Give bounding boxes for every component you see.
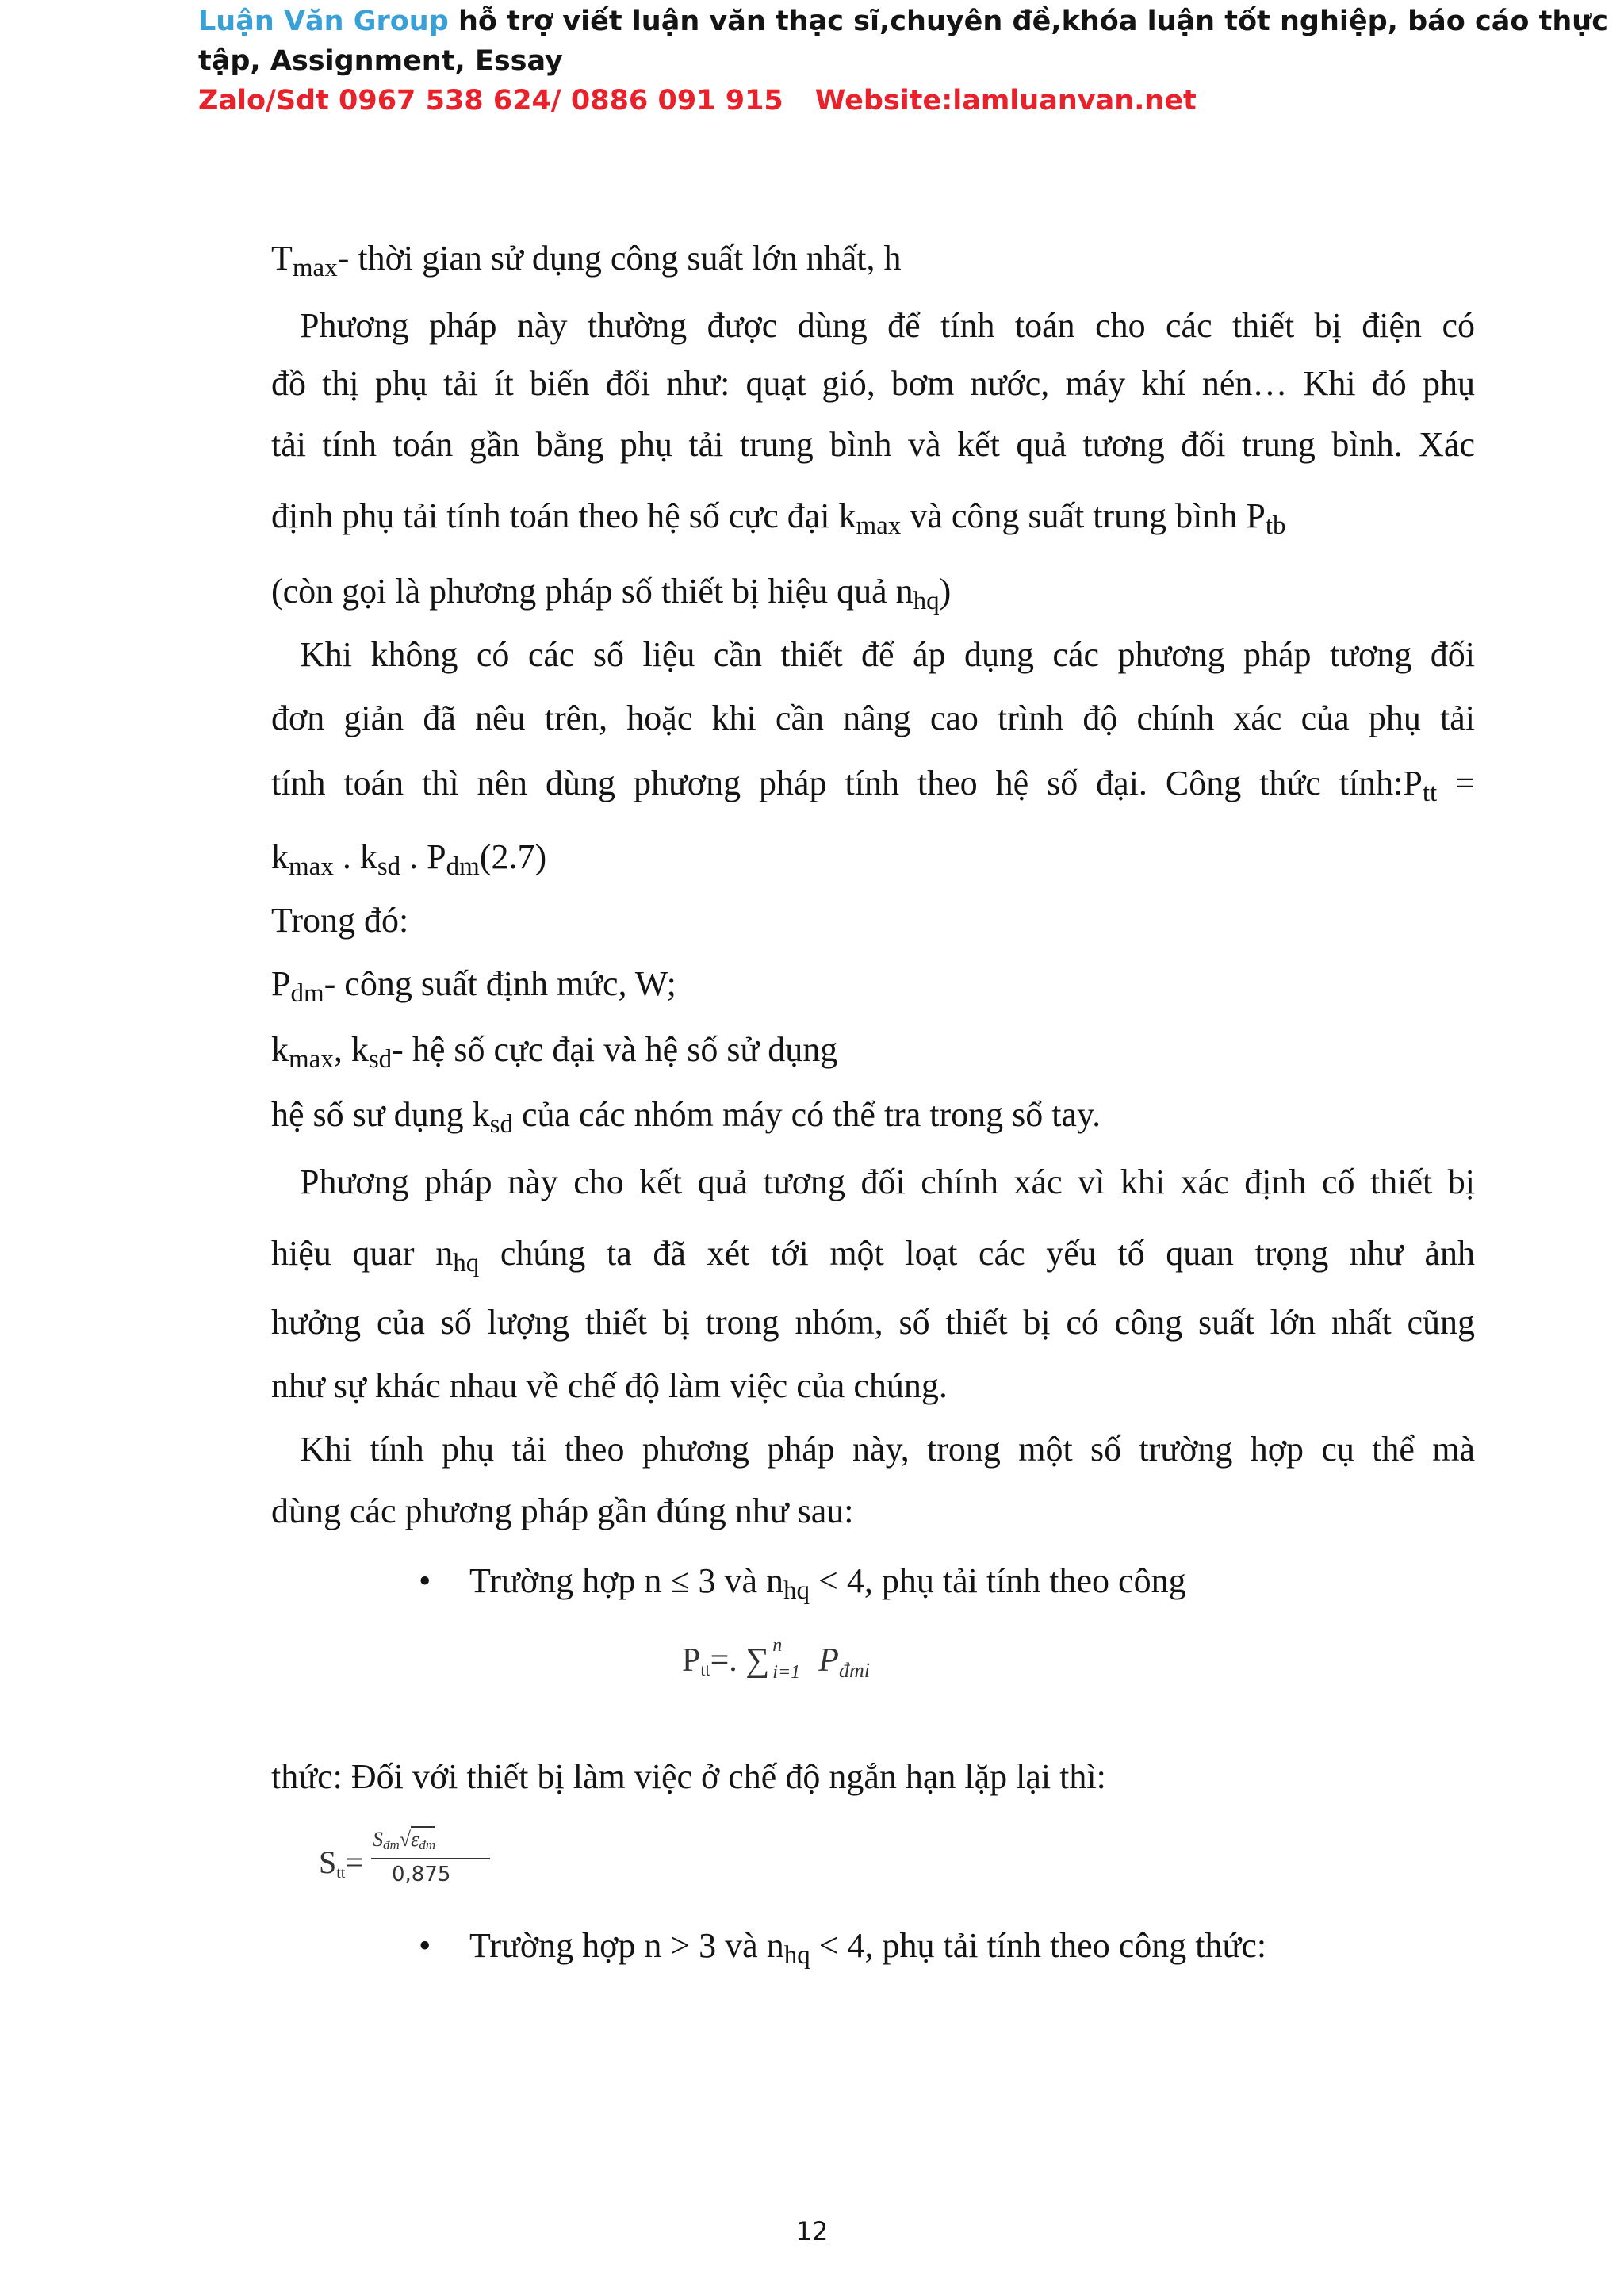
header-line-1	[198, 2, 1608, 41]
paragraph-line: tải tính toán gần bằng phụ tải trung bình và kết quả tương đối trung bình. Xác	[271, 425, 1475, 464]
paragraph-line: định phụ tải tính toán theo hệ số cực đại $k_{max}$ và công suất trung bình $P_{tb}$	[271, 496, 1286, 540]
website-link[interactable]: Website:lamluanvan.net	[814, 85, 1197, 117]
bullet-case-1: Trường hợp n ≤ 3 và $n_{hq} < 4$, phụ tải tính theo công	[469, 1561, 1186, 1605]
paragraph-line: như sự khác nhau về chế độ làm việc của chúng.	[271, 1366, 948, 1405]
paragraph-line: hưởng của số lượng thiết bị trong nhóm, số thiết bị có công suất lớn nhất cũng	[271, 1303, 1475, 1342]
header-tagline-1: hỗ trợ viết luận văn thạc sĩ,chuyên đề,khóa luận tốt nghiệp, báo cáo thực	[448, 6, 1608, 37]
bullet-marker: •	[419, 1926, 431, 1965]
paragraph-line: thức: Đối với thiết bị làm việc ở chế độ ngắn hạn lặp lại thì:	[271, 1757, 1106, 1796]
paragraph-line: Phương pháp này thường được dùng để tính toán cho các thiết bị điện có	[300, 306, 1475, 345]
paragraph-line: Khi không có các số liệu cần thiết để áp dụng các phương pháp tương đối	[300, 635, 1475, 674]
formula-2-7: $k_{max}$ . $k_{sd}$ . $P_{dm}(2.7)$	[271, 837, 547, 881]
brand-name: Luận Văn Group	[198, 6, 449, 37]
paragraph-line: Khi tính phụ tải theo phương pháp này, trong một số trường hợp cụ thể mà	[300, 1430, 1475, 1469]
tmax-definition: $T_{max}-$ thời gian sử dụng công suất lớn nhất, h	[271, 239, 902, 282]
where-heading: Trong đó:	[271, 901, 409, 940]
document-page: Luận Văn Group hỗ trợ viết luận văn thạc sĩ,chuyên đề,khóa luận tốt nghiệp, báo cáo thực tập, Assignment, Essay Zalo/Sdt 0967 538 624/ 0886 091 915 Website:lamluanvan.net $T_{max}-$ thời gian sử dụng công suất lớn nhất, h Phương pháp này thường được dùng để tính toán cho các thiết bị điện có đồ thị phụ tải ít biến đổi như: quạt gió, bơm nước, máy khí nén… Khi đó phụ tải tính toán gần bằng phụ tải trung bình và kết quả tương đối trung bình. Xác định phụ tải tính toán theo hệ số cực đại $k_{max}$ và công suất trung bình $P_{tb}$ (còn gọi là phương pháp số thiết bị hiệu quả $n_{hq}$) Khi không có các số liệu cần thiết để áp dụng các phương pháp tương đối đơn giản đã nêu trên, hoặc khi cần nâng cao trình độ chính xác của phụ tải tính toán thì nên dùng phương pháp tính theo hệ số đại. Công thức $tính:P_{tt}$ = $k_{max}$ . $k_{sd}$ . $P_{dm}(2.7)$ Trong đó: $P_{dm}-$ công suất định mức, W; $k_{max}$, $k_{sd}-$ hệ số cực đại và hệ số sử dụng hệ số sư dụng $k_{sd}$ của các nhóm máy có thể tra trong sổ tay. Phương pháp này cho kết quả tương đối chính xác vì khi xác định cố thiết bị hiệu quar $n_{hq}$ chúng ta đã xét tới một loạt các yếu tố quan trọng như ảnh hưởng của số lượng thiết bị trong nhóm, số thiết bị có công suất lớn nhất cũng như sự khác nhau về chế độ làm việc của chúng. Khi tính phụ tải theo phương pháp này, trong một số trường hợp cụ thể mà dùng các phương pháp gần đúng như sau: • Trường hợp n ≤ 3 và $n_{hq} < 4$, phụ tải tính theo công $P_{tt}=$. ∑ n i=1 $P_{đmi}$ thức: Đối với thiết bị làm việc ở chế độ ngắn hạn lặp lại thì: $S_{tt}=$ $S_{đm}√\varepsilon_{đm}$ 0,875 • Trường hợp n > 3 và $n_{hq} < 4$, phụ tải tính theo công thức: 12	[0, 0, 1624, 2294]
formula-sum-pdm: $P_{tt}=$. ∑ n i=1 $P_{đmi}$	[682, 1635, 870, 1683]
page-number: 12	[795, 2216, 829, 2246]
paragraph-line: đơn giản đã nêu trên, hoặc khi cần nâng cao trình độ chính xác của phụ tải	[271, 699, 1475, 737]
header-contact-line	[198, 81, 1197, 121]
paragraph-line: Phương pháp này cho kết quả tương đối chính xác vì khi xác định cố thiết bị	[300, 1162, 1475, 1201]
paragraph-line: đồ thị phụ tải ít biến đổi như: quạt gió, bơm nước, máy khí nén… Khi đó phụ	[271, 364, 1475, 403]
paragraph-line: dùng các phương pháp gần đúng như sau:	[271, 1492, 854, 1530]
definition-kmax-ksd: $k_{max}$, $k_{sd}-$ hệ số cực đại và hệ số sử dụng	[271, 1030, 838, 1074]
definition-ksd-note: hệ số sư dụng $k_{sd}$ của các nhóm máy có thể tra trong sổ tay.	[271, 1095, 1101, 1139]
contact-phone: Zalo/Sdt 0967 538 624/ 0886 091 915	[198, 85, 783, 117]
bullet-marker: •	[419, 1561, 431, 1600]
bullet-case-2: Trường hợp n > 3 và $n_{hq} < 4$, phụ tải tính theo công thức:	[469, 1926, 1267, 1970]
paragraph-line: (còn gọi là phương pháp số thiết bị hiệu quả $n_{hq}$)	[271, 572, 952, 615]
paragraph-line: tính toán thì nên dùng phương pháp tính theo hệ số đại. Công thức $tính:P_{tt}$ =	[271, 764, 1475, 807]
definition-pdm: $P_{dm}-$ công suất định mức, W;	[271, 964, 676, 1008]
paragraph-line: hiệu quar $n_{hq}$ chúng ta đã xét tới một loạt các yếu tố quan trọng như ảnh	[271, 1234, 1475, 1277]
header-tagline-2: tập, Assignment, Essay	[198, 45, 563, 77]
